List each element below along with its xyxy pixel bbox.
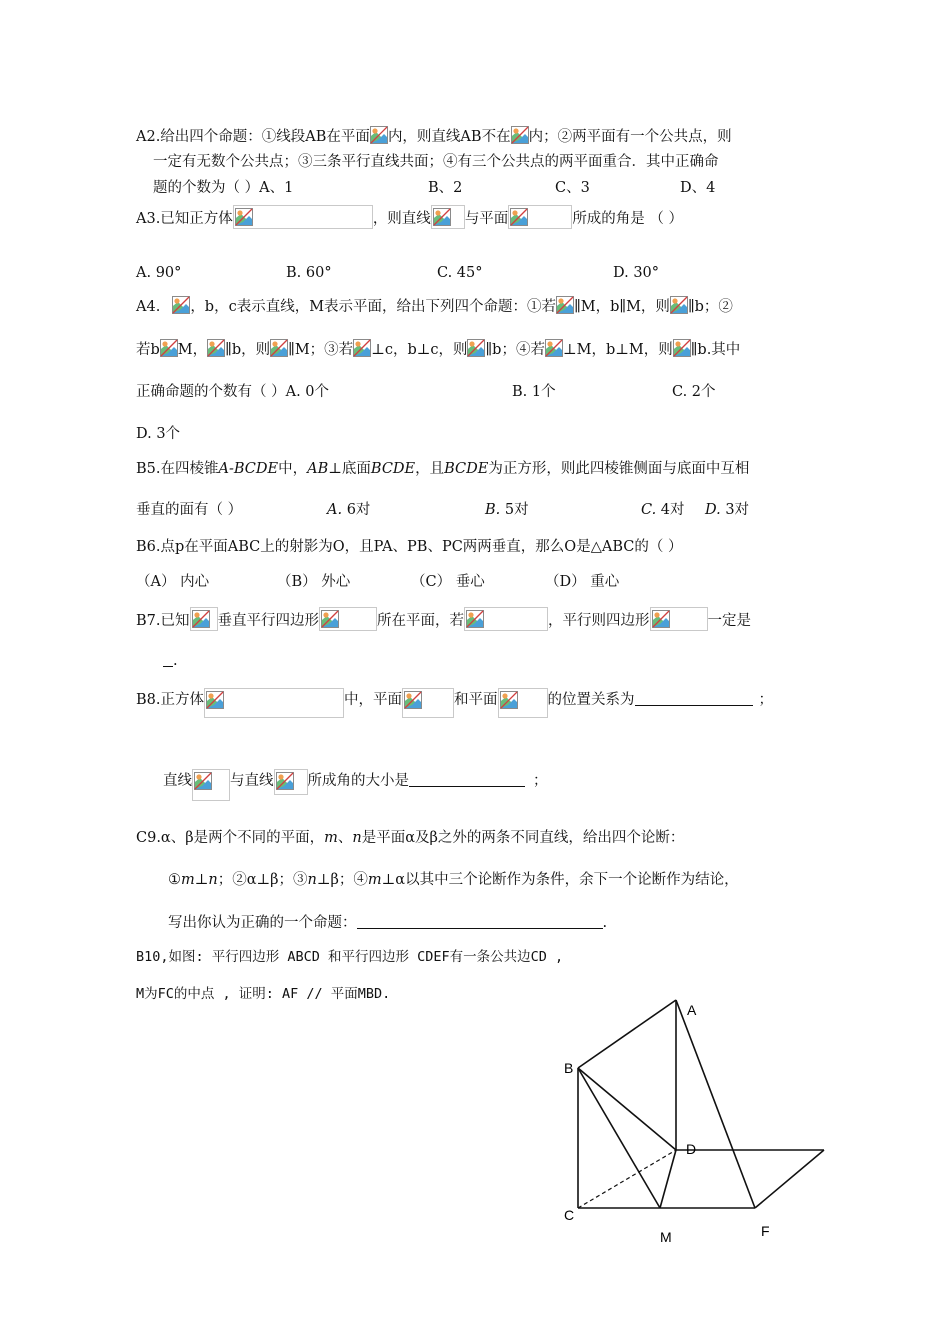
q-b8-text: 所成角的大小是 bbox=[307, 773, 409, 789]
q-a3-option-a: A. 90° bbox=[136, 265, 182, 281]
q-b5-text: ，且 bbox=[415, 461, 445, 477]
q-a3-text: 与平面 bbox=[464, 211, 509, 227]
broken-image-icon bbox=[192, 610, 210, 628]
point-label-f: F bbox=[761, 1223, 770, 1239]
broken-image-icon bbox=[370, 126, 388, 144]
q-c9-text: m bbox=[181, 872, 195, 888]
broken-image-icon bbox=[276, 772, 294, 790]
broken-image-icon bbox=[467, 339, 485, 357]
q-a4-text: ，b，c表示直线，M表示平面，给出下列四个命题：①若 bbox=[190, 299, 557, 315]
broken-image-icon bbox=[235, 208, 253, 226]
q-c9-text: m bbox=[324, 830, 338, 846]
image-placeholder bbox=[508, 205, 572, 229]
point-label-m: M bbox=[660, 1229, 672, 1245]
q-a4-line-2 bbox=[136, 339, 740, 360]
answer-blank[interactable] bbox=[163, 650, 173, 667]
q-b8-text: 和平面 bbox=[454, 692, 498, 708]
broken-image-icon bbox=[652, 610, 670, 628]
q-b7-text: 所在平面，若 bbox=[377, 613, 464, 629]
q-b8-line-1 bbox=[136, 688, 773, 718]
q-c9-line-3 bbox=[168, 912, 607, 933]
q-a2-option-c: C、3 bbox=[555, 180, 590, 196]
q-c9-text: n bbox=[208, 872, 218, 888]
q-b6-line-1: B6.点p在平面ABC上的射影为O，且PA、PB、PC两两垂直，那么O是△ABC的（ ） bbox=[136, 539, 683, 555]
q-a4-text: ⊥c，b⊥c，则 bbox=[371, 342, 468, 358]
q-b5-option-b bbox=[485, 500, 529, 520]
q-b5-text: D. bbox=[705, 502, 721, 518]
geometry-figure bbox=[555, 990, 845, 1250]
q-b7-line-2 bbox=[163, 650, 178, 671]
q-b8-text: 直线 bbox=[163, 773, 192, 789]
q-a3-option-b: B. 60° bbox=[286, 265, 332, 281]
q-a4-line-1 bbox=[136, 296, 733, 317]
broken-image-icon bbox=[206, 691, 224, 709]
image-placeholder bbox=[192, 769, 230, 801]
q-a4-text: ⊥M，b⊥M，则 bbox=[562, 342, 673, 358]
broken-image-icon bbox=[207, 339, 225, 357]
image-placeholder bbox=[233, 205, 373, 229]
q-b5-option-a bbox=[327, 500, 370, 520]
q-a2-text: A2.给出四个命题：①线段AB在平面 bbox=[136, 129, 370, 145]
answer-blank[interactable] bbox=[635, 689, 753, 706]
broken-image-icon bbox=[466, 610, 484, 628]
broken-image-icon bbox=[556, 296, 574, 314]
q-a4-option-b: B. 1个 bbox=[512, 384, 556, 400]
broken-image-icon bbox=[270, 339, 288, 357]
q-b8-text: ； bbox=[758, 692, 773, 708]
broken-image-icon bbox=[172, 296, 190, 314]
q-a4-text: ∥b.其中 bbox=[690, 342, 741, 358]
q-b5-text: ⊥底面 bbox=[328, 461, 371, 477]
q-b7-text: . bbox=[173, 653, 178, 669]
image-placeholder bbox=[431, 205, 465, 229]
answer-blank[interactable] bbox=[357, 912, 603, 929]
q-a4-text: 若b bbox=[136, 342, 160, 358]
q-b5-line-1 bbox=[136, 459, 749, 479]
q-c9-text: m bbox=[367, 872, 382, 888]
q-b8-text: 中，平面 bbox=[344, 692, 402, 708]
q-c9-text: ⊥α以其中三个论断作为条件，余下一个论断作为结论， bbox=[381, 872, 739, 888]
edge-bd bbox=[578, 1068, 676, 1150]
q-c9-text: ⊥ bbox=[194, 872, 209, 888]
image-placeholder bbox=[498, 688, 548, 718]
q-a4-text: ∥b；④若 bbox=[485, 342, 545, 358]
q-a3-text: A3.已知正方体 bbox=[136, 211, 233, 227]
edge-af bbox=[676, 1000, 755, 1208]
q-a2-line-3 bbox=[153, 178, 293, 198]
q-a4-text: A4. bbox=[136, 299, 161, 315]
q-a2-stem: 题的个数为（ ）A、1 bbox=[153, 180, 294, 196]
q-a4-option-d: D. 3个 bbox=[136, 426, 181, 442]
q-b7-text: 一定是 bbox=[707, 613, 751, 629]
q-c9-text: ；②α⊥β；③ bbox=[217, 872, 308, 888]
q-c9-text: n bbox=[352, 830, 362, 846]
q-b5-text: BCDE bbox=[444, 461, 489, 477]
broken-image-icon bbox=[194, 772, 212, 790]
q-b6-option-a: （A） 内心 bbox=[136, 574, 210, 590]
q-c9-text: ⊥β；④ bbox=[316, 872, 368, 888]
point-label-b: B bbox=[564, 1060, 574, 1076]
q-a2-line-2: 一定有无数个公共点；③三条平行直线共面；④有三个公共点的两平面重合．其中正确命 bbox=[153, 154, 719, 170]
image-placeholder bbox=[204, 688, 344, 718]
image-placeholder bbox=[190, 607, 218, 631]
q-a3-line-1 bbox=[136, 205, 683, 229]
broken-image-icon bbox=[545, 339, 563, 357]
broken-image-icon bbox=[500, 691, 518, 709]
q-b5-text: AB bbox=[307, 461, 329, 477]
q-b5-option-c bbox=[641, 500, 685, 520]
broken-image-icon bbox=[433, 208, 451, 226]
q-a4-line-3: 正确命题的个数有（ ）A. 0个 bbox=[136, 384, 330, 400]
image-placeholder bbox=[274, 769, 308, 795]
q-b5-text: 4对 bbox=[660, 502, 685, 518]
edge-bm bbox=[578, 1068, 660, 1208]
q-a4-text: ∥M；③若 bbox=[288, 342, 354, 358]
answer-blank[interactable] bbox=[409, 770, 525, 787]
q-b7-text: ，平行则四边形 bbox=[548, 613, 650, 629]
q-b5-option-d bbox=[705, 500, 749, 520]
q-b5-line-2: 垂直的面有（ ） bbox=[136, 502, 243, 518]
q-b5-text: A. bbox=[327, 502, 343, 518]
q-c9-line-2 bbox=[168, 870, 739, 890]
q-c9-text: 是平面α及β之外的两条不同直线，给出四个论断： bbox=[361, 830, 685, 846]
edge-ef bbox=[755, 1150, 824, 1208]
edge-ba bbox=[578, 1000, 676, 1068]
q-a3-text: ，则直线 bbox=[372, 211, 431, 227]
broken-image-icon bbox=[160, 339, 178, 357]
q-a2-option-d: D、4 bbox=[680, 180, 716, 196]
q-b5-text: B5.在四棱锥 bbox=[136, 461, 219, 477]
q-a3-option-c: C. 45° bbox=[437, 265, 483, 281]
q-c9-text: n bbox=[307, 872, 317, 888]
q-a2-text: 内，则直线AB不在 bbox=[387, 129, 511, 145]
q-a4-text: M， bbox=[177, 342, 208, 358]
broken-image-icon bbox=[510, 208, 528, 226]
q-c9-text: ① bbox=[168, 872, 181, 888]
q-c9-text: 、 bbox=[337, 830, 353, 846]
q-b8-line-2 bbox=[163, 769, 548, 801]
q-b5-text: C. bbox=[641, 502, 657, 518]
point-label-d: D bbox=[686, 1141, 697, 1157]
q-a4-text: ∥b；② bbox=[687, 299, 733, 315]
q-b5-text: 3对 bbox=[725, 502, 750, 518]
q-b7-text: B7.已知 bbox=[136, 613, 190, 629]
q-b10-line-1: B10,如图: 平行四边形 ABCD 和平行四边形 CDEF有一条公共边CD , bbox=[136, 949, 564, 965]
q-b8-text: 与直线 bbox=[230, 773, 274, 789]
q-a4-option-c: C. 2个 bbox=[672, 384, 716, 400]
q-c9-text: . bbox=[602, 915, 608, 931]
image-placeholder bbox=[319, 607, 377, 631]
q-b5-text: 中， bbox=[278, 461, 308, 477]
point-label-c: C bbox=[564, 1207, 575, 1223]
edge-md bbox=[660, 1150, 676, 1208]
broken-image-icon bbox=[404, 691, 422, 709]
q-a2-line-1 bbox=[136, 126, 732, 147]
point-label-a: A bbox=[687, 1002, 697, 1018]
q-b5-text: 6对 bbox=[346, 502, 371, 518]
broken-image-icon bbox=[511, 126, 529, 144]
q-a2-option-b: B、2 bbox=[428, 180, 463, 196]
q-c9-text: 写出你认为正确的一个命题： bbox=[168, 915, 357, 931]
q-b6-option-b: （B） 外心 bbox=[277, 574, 351, 590]
broken-image-icon bbox=[321, 610, 339, 628]
broken-image-icon bbox=[670, 296, 688, 314]
q-b6-option-c: （C） 垂心 bbox=[411, 574, 485, 590]
q-b5-text: 为正方形，则此四棱锥侧面与底面中互相 bbox=[488, 461, 750, 477]
q-b5-text: A-BCDE bbox=[218, 461, 279, 477]
q-b7-text: 垂直平行四边形 bbox=[217, 613, 319, 629]
q-b8-text: ； bbox=[533, 773, 548, 789]
q-c9-line-1 bbox=[136, 828, 684, 848]
edge-cd-hidden bbox=[578, 1150, 676, 1208]
q-b5-text: 5对 bbox=[504, 502, 529, 518]
q-b7-line-1 bbox=[136, 607, 751, 631]
q-b6-option-d: （D） 重心 bbox=[545, 574, 620, 590]
image-placeholder bbox=[402, 688, 454, 718]
q-a4-text: ∥M，b∥M，则 bbox=[574, 299, 670, 315]
q-b5-text: B. bbox=[485, 502, 501, 518]
q-b5-text: BCDE bbox=[370, 461, 416, 477]
q-b8-text: B8.正方体 bbox=[136, 692, 204, 708]
broken-image-icon bbox=[673, 339, 691, 357]
q-b10-line-2: M为FC的中点 , 证明: AF // 平面MBD. bbox=[136, 986, 391, 1002]
q-a2-text: 内；②两平面有一个公共点，则 bbox=[528, 129, 732, 145]
q-a3-option-d: D. 30° bbox=[613, 265, 660, 281]
broken-image-icon bbox=[353, 339, 371, 357]
q-a4-text: ∥b，则 bbox=[225, 342, 271, 358]
q-b8-text: 的位置关系为 bbox=[547, 692, 635, 708]
image-placeholder bbox=[650, 607, 708, 631]
q-a3-text: 所成的角是 （ ） bbox=[572, 211, 684, 227]
image-placeholder bbox=[464, 607, 548, 631]
q-c9-text: C9.α、β是两个不同的平面， bbox=[136, 830, 325, 846]
